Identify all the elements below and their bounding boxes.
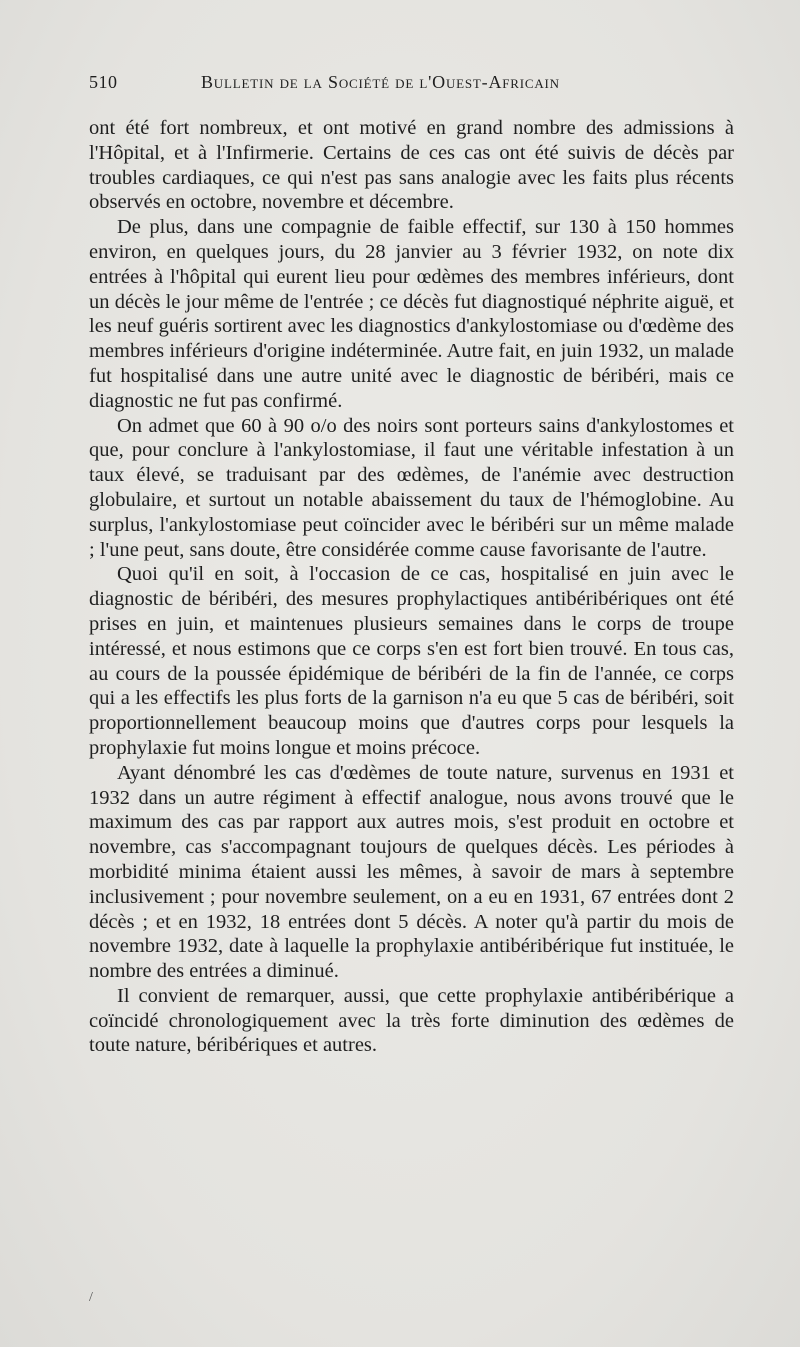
paragraph: ont été fort nombreux, et ont motivé en grand nombre des admissions à l'Hôpital, et à l'Infirmerie. Certains de ces cas ont été suivis de décès par troubles cardiaques, ce qui n'est pas sans analogie avec les faits plus récents observés en octobre, novembre et décembre. bbox=[89, 117, 734, 214]
stray-mark: / bbox=[89, 1290, 93, 1305]
running-title: Bulletin de la Société de l'Ouest-Africain bbox=[201, 72, 560, 92]
paragraph: On admet que 60 à 90 o/o des noirs sont porteurs sains d'ankylostomes et que, pour conclure à l'ankylostomiase, il faut une véritable infestation à un taux élevé, se traduisant par des œdèmes, de l'anémie avec destruction globulaire, et surtout un notable abaissement du taux de l'hémoglobine. Au surplus, l'ankylostomiase peut coïncider avec le béribéri sur un même malade ; l'une peut, sans doute, être considérée comme cause favorisante de l'autre. bbox=[89, 414, 734, 561]
page-header bbox=[89, 72, 734, 100]
page-number: 510 bbox=[89, 72, 118, 92]
body-text bbox=[89, 116, 734, 1058]
paragraph: Il convient de remarquer, aussi, que cette prophylaxie antibéribérique a coïncidé chronologiquement avec la très forte diminution des œdèmes de toute nature, béribériques et autres. bbox=[89, 984, 734, 1057]
paragraph: De plus, dans une compagnie de faible effectif, sur 130 à 150 hommes environ, en quelques jours, du 28 janvier au 3 février 1932, on note dix entrées à l'hôpital qui eurent lieu pour œdèmes des membres inférieurs, dont un décès le jour même de l'entrée ; ce décès fut diagnostiqué néphrite aiguë, et les neuf guéris sortirent avec les diagnostics d'ankylostomiase ou d'œdème des membres inférieurs d'origine indéterminée. Autre fait, en juin 1932, un malade fut hospitalisé dans une autre unité avec le diagnostic de béribéri, mais ce diagnostic ne fut pas confirmé. bbox=[89, 216, 734, 412]
paragraph: Quoi qu'il en soit, à l'occasion de ce cas, hospitalisé en juin avec le diagnostic de béribéri, des mesures prophylactiques antibéribériques ont été prises en juin, et maintenues plusieurs semaines dans le corps de troupe intéressé, et nous estimons que ce corps s'en est fort bien trouvé. En tous cas, au cours de la poussée épidémique de béribéri de la fin de l'année, ce corps qui a les effectifs les plus forts de la garnison n'a eu que 5 cas de béribéri, soit proportionnellement beaucoup moins que d'autres corps pour lesquels la prophylaxie fut moins longue et moins précoce. bbox=[89, 563, 734, 759]
paragraph: Ayant dénombré les cas d'œdèmes de toute nature, survenus en 1931 et 1932 dans un autre régiment à effectif analogue, nous avons trouvé que le maximum des cas par rapport aux autres mois, s'est produit en octobre et novembre, cas s'accompagnant toujours de quelques décès. Les périodes à morbidité minima étaient aussi les mêmes, à savoir de mars à septembre inclusivement ; pour novembre seulement, on a eu en 1931, 67 entrées dont 2 décès ; et en 1932, 18 entrées dont 5 décès. A noter qu'à partir du mois de novembre 1932, date à laquelle la prophylaxie antibéribérique fut instituée, le nombre des entrées a diminué. bbox=[89, 761, 734, 983]
